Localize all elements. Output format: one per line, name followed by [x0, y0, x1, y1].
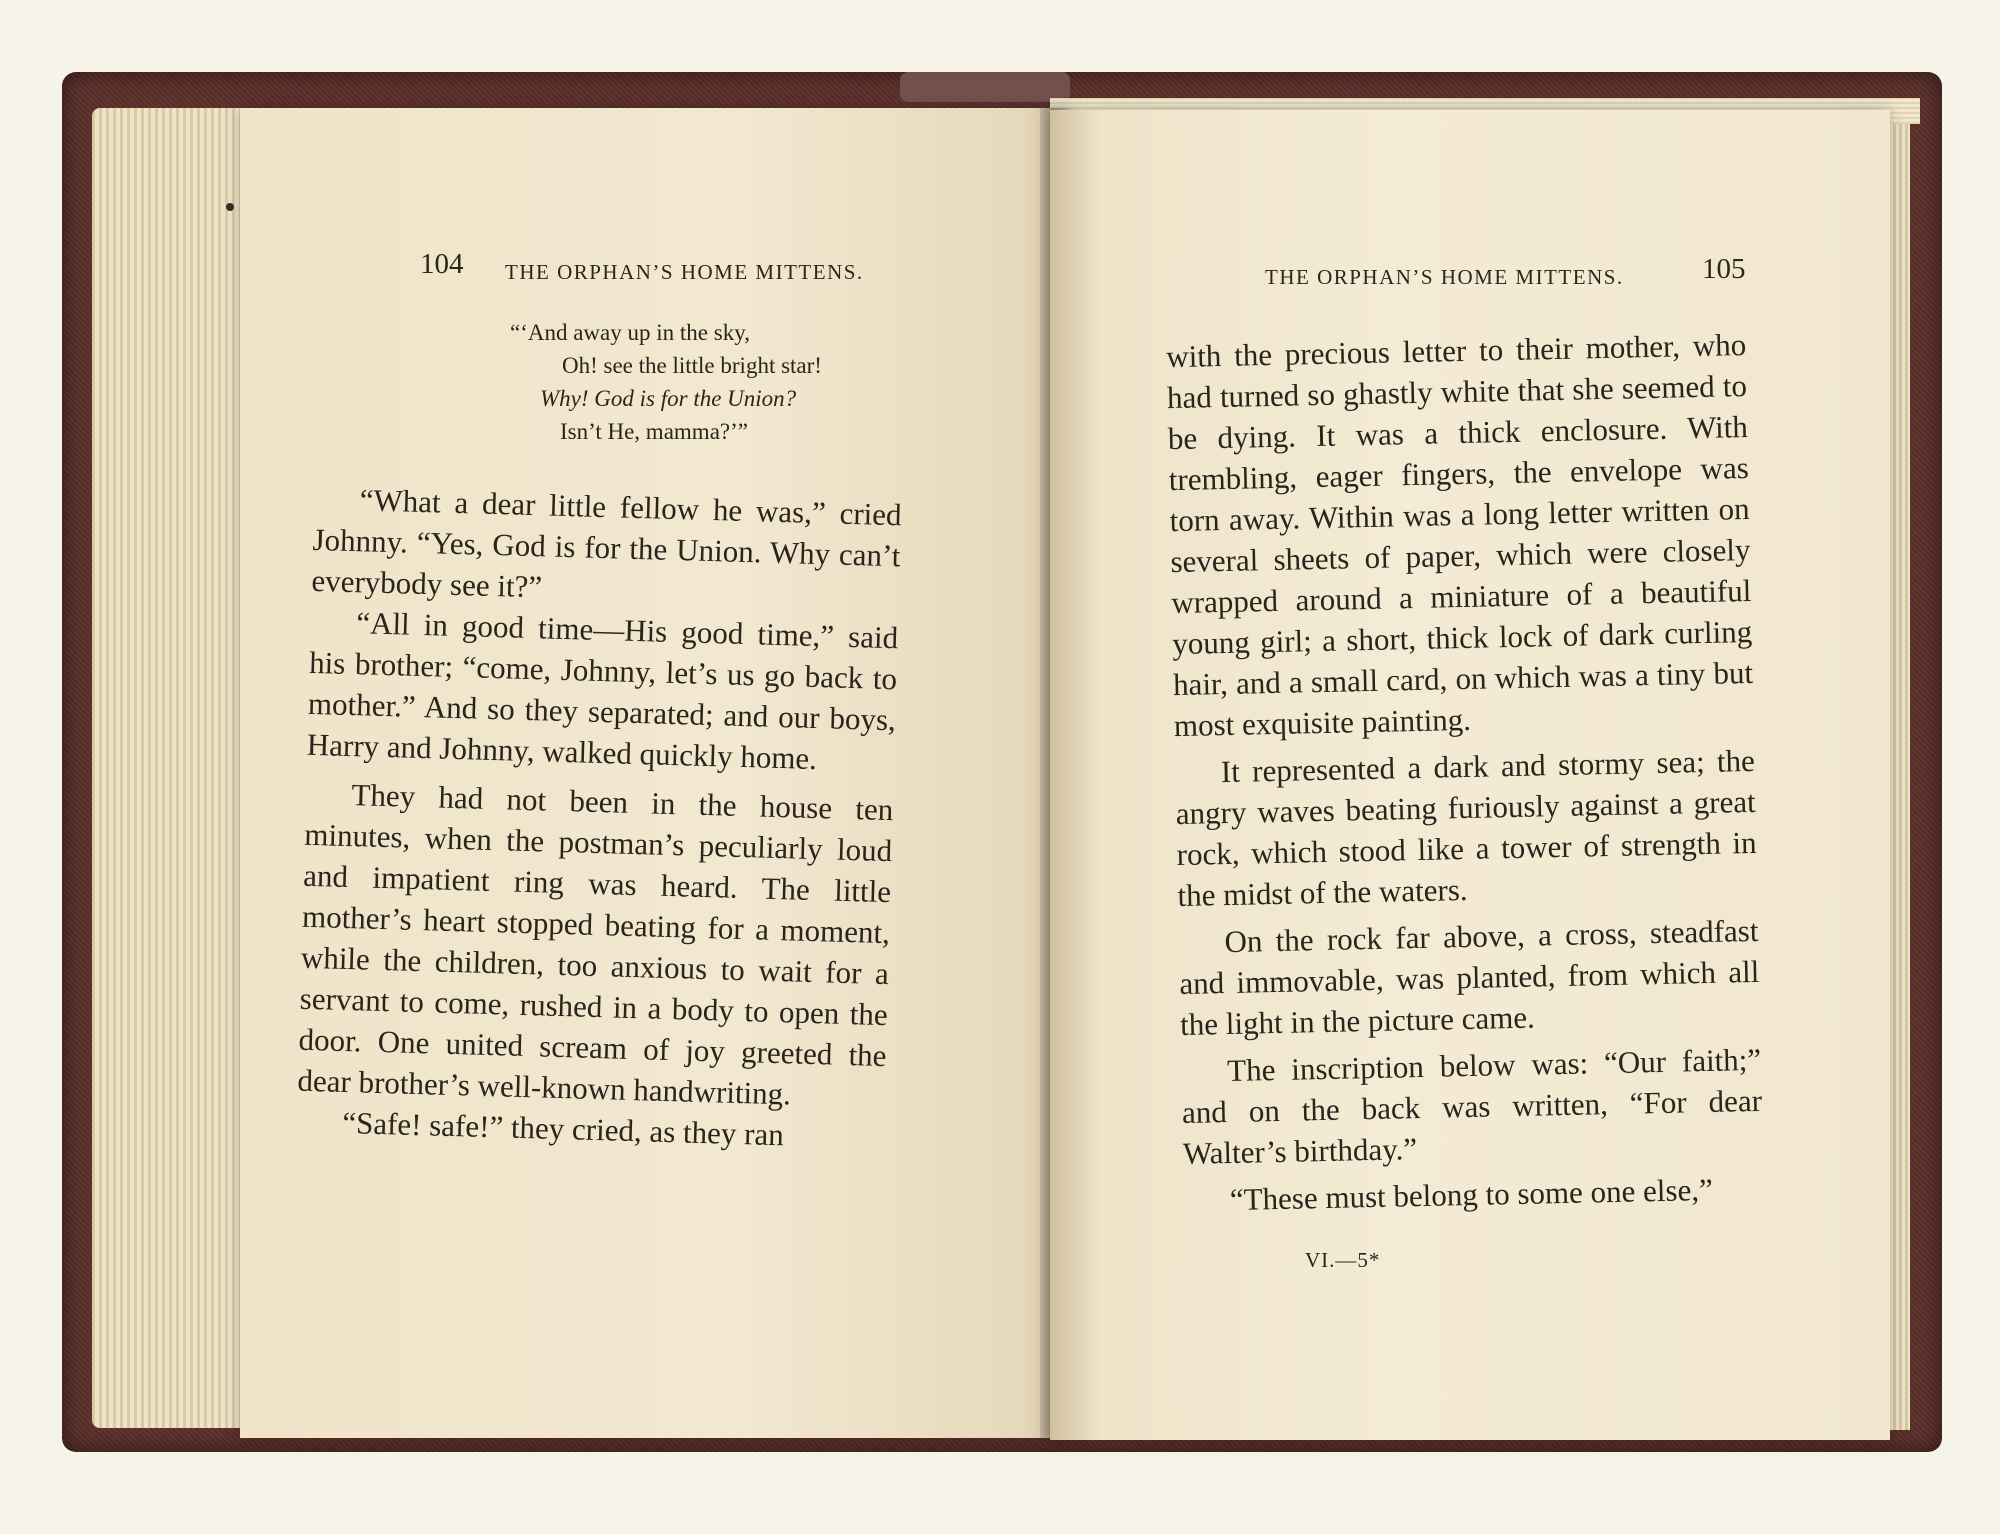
poem-line: Why! God is for the Union? [540, 386, 797, 411]
right-body-text [1166, 324, 1764, 1221]
left-page-number: 104 [420, 248, 464, 280]
left-body-text [296, 478, 902, 1158]
left-running-head: THE ORPHAN’S HOME MITTENS. [505, 260, 864, 284]
left-page [240, 108, 1070, 1438]
poem-line: Oh! see the little bright star! [562, 353, 822, 378]
paragraph: The inscription below was: “Our faith;” and on the back was written, “For dear Walter’s birthday.” [1181, 1041, 1763, 1171]
paragraph: “What a dear little fellow he was,” cried Johnny. “Yes, God is for the Union. Why can’t everybody see it?” [311, 482, 903, 605]
paragraph: “All in good time—His good time,” said his brother; “come, Johnny, let’s us go back to mother.” And so they separated; and our boys, Harry and Johnny, walked quickly home. [306, 605, 899, 777]
poem-line: “‘And away up in the sky, [510, 320, 750, 345]
paragraph: with the precious letter to their mother, who had turned so ghastly white that she seemed to be dying. It was a thick enclosure. With trembling, eager fingers, the envelope was torn away. Within was a long letter written on several sheets of paper, which were closely wrapped around a miniature of a beautiful young girl; a short, thick lock of dark curling hair, and a small card, on which was a tiny but most exquisite painting. [1165, 327, 1754, 744]
signature-mark: VI.—5* [1305, 1248, 1381, 1272]
paragraph: On the rock far above, a cross, steadfast and immovable, was planted, from which all the light in the picture came. [1178, 912, 1760, 1043]
right-page-number: 105 [1702, 253, 1746, 285]
paragraph: “These must belong to some one else,” [1229, 1171, 1714, 1218]
poem [510, 316, 822, 448]
paragraph: It represented a dark and stormy sea; the angry waves beating furiously against a great rock, which stood like a tower of strength in the midst of the waters. [1175, 742, 1757, 914]
right-running-head: THE ORPHAN’S HOME MITTENS. [1265, 265, 1624, 289]
right-page [1050, 110, 1890, 1440]
paragraph: “Safe! safe!” they cried, as they ran [341, 1104, 785, 1153]
ink-spot [226, 203, 234, 211]
paragraph: They had not been in the house ten minutes, when the postman’s peculiarly loud and impatient ring was heard. The little mother’s heart stopped beating for a moment, while the children, too anxious to wait for a servant to come, rushed in a body to open the door. One united scream of joy greeted the dear brother’s well-known handwriting. [297, 777, 894, 1112]
spine-wear [900, 72, 1070, 102]
poem-line: Isn’t He, mamma?’” [560, 419, 748, 444]
